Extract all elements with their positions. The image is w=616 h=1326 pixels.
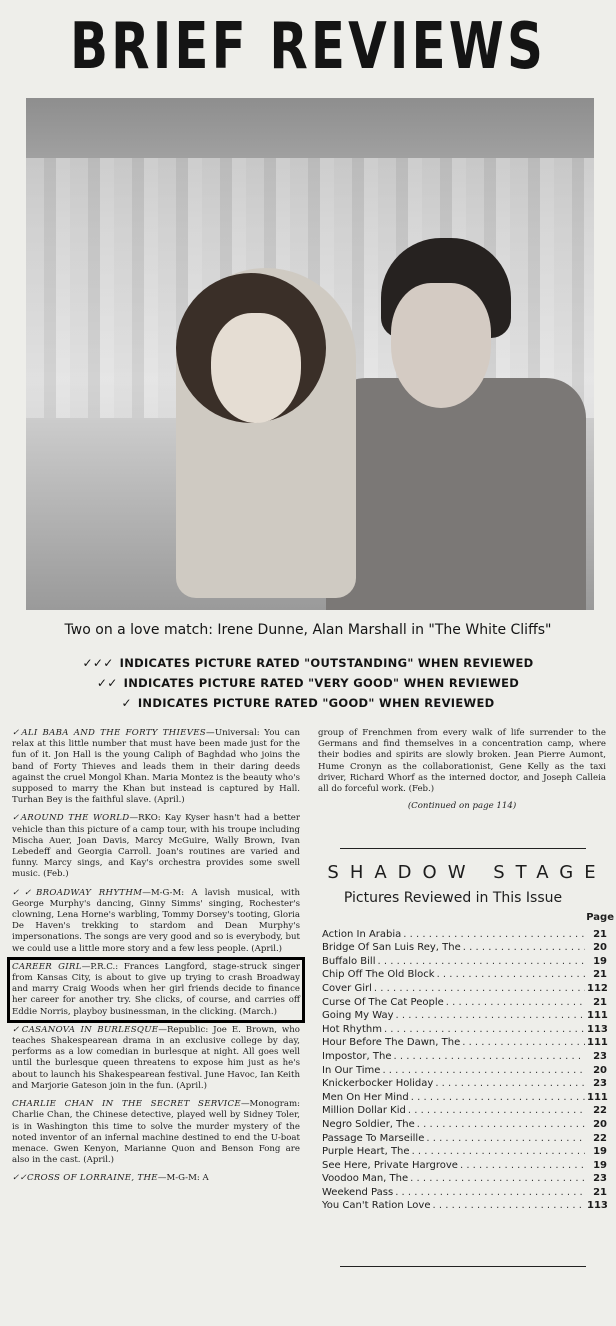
index-entry-title: Weekend Pass [322,1186,394,1198]
legend-very-good: ✓✓ INDICATES PICTURE RATED "VERY GOOD" WHEN REVIEWED [96,676,520,690]
index-entry-page: 113 [587,1200,608,1212]
leader-dots [412,1146,585,1158]
index-entry [322,1104,607,1118]
index-entry-title: Cover Girl [322,982,372,994]
index-entry-title: Going My Way [322,1010,394,1022]
index-entry [322,927,607,941]
index-entry [322,968,607,982]
page-column-header: Page [586,912,614,923]
leader-dots [433,1200,586,1212]
review-cross-of-lorraine [12,1173,300,1184]
index-entry-page: 19 [593,955,607,967]
index-entry-page: 20 [593,942,607,954]
index-entry-page: 20 [593,1118,607,1130]
index-entry-title: Buffalo Bill [322,955,376,967]
index-entry [322,1063,607,1077]
index-entry-page: 23 [593,1173,607,1185]
review-around-the-world [12,813,300,880]
index-entry [322,1117,607,1131]
legend-good: ✓ INDICATES PICTURE RATED "GOOD" WHEN REVIEWED [121,696,495,710]
review-charlie-chan [12,1099,300,1166]
review-title: ✓✓BROADWAY RHYTHM [12,887,143,898]
review-title: CHARLIE CHAN IN THE SECRET SERVICE [12,1099,241,1110]
index-entry-page: 23 [593,1050,607,1062]
reviews-column [12,728,300,1192]
index-entry-title: Impostor, The [322,1050,392,1062]
review-body: —Monogram: Charlie Chan, the Chinese detective, played well by Sidney Toler, is in Washington this time to solve the murder mystery of the noted inventor of an infernal machine destined to end the U-boat menace. Gwen Kenyon, Marianne Quon and Benson Fong are also in the cast. (April.) [12,1099,300,1166]
review-ali-baba [12,728,300,806]
pictures-index [322,927,607,1212]
index-entry-title: Bridge Of San Luis Rey, The [322,942,461,954]
review-casanova-in-burlesque [12,1025,300,1092]
review-broadway-rhythm [12,888,300,955]
index-entry-title: In Our Time [322,1064,381,1076]
divider [340,1266,586,1267]
leader-dots [411,1092,585,1104]
index-entry-title: Chip Off The Old Block [322,969,435,981]
review-body: —M-G-M: A [157,1173,209,1184]
rating-legend [0,656,616,716]
continuation-column [318,728,606,812]
index-entry-title: Men On Her Mind [322,1091,409,1103]
index-entry-page: 19 [593,1159,607,1171]
index-entry-title: Passage To Marseille [322,1132,425,1144]
leader-dots [437,969,585,981]
review-title: ✓CASANOVA IN BURLESQUE [12,1024,159,1035]
review-title: ✓✓CROSS OF LORRAINE, THE [12,1173,158,1184]
review-body: Universal: You can relax at this little number that must have been made just for the fun of it. Jon Hall is the young Caliph of Baghdad who joins the band of Forty Thieves and leads them in their daring deeds against the cruel Mongol Khan. Maria Montez is the beauty who's supposed to marry the Khan but instead is captured by Hall. Turhan Bey is the faithful slave. (April.) [12,728,301,806]
index-entry [322,1009,607,1023]
leader-dots [396,1010,585,1022]
index-entry-page: 112 [587,982,608,994]
index-entry-page: 19 [593,1146,607,1158]
index-entry [322,1172,607,1186]
index-entry-title: You Can't Ration Love [322,1200,431,1212]
legend-outstanding: ✓✓✓ INDICATES PICTURE RATED "OUTSTANDING" WHEN REVIEWED [82,656,534,670]
index-entry-title: Hot Rhythm [322,1023,382,1035]
index-entry [322,1158,607,1172]
leader-dots [374,983,585,995]
review-body: —M-G-M: A lavish musical, with George Murphy's dancing, Ginny Simms' singing, Rochester's clowning, Lena Horne's warbling, Tommy Dorsey's tooting, Gloria De Haven's trekking to stardom and Dean Murphy's impersonations. The songs are very good and so is everybody, but we could use a little more story and a few less people. (April.) [12,887,301,954]
leader-dots [384,1024,585,1036]
index-entry [322,1077,607,1091]
leader-dots [462,1037,585,1049]
index-entry-title: Hour Before The Dawn, The [322,1037,461,1049]
index-entry-page: 22 [593,1105,607,1117]
index-entry-page: 21 [593,928,607,940]
index-entry-title: Knickerbocker Holiday [322,1078,434,1090]
index-entry-page: 23 [593,1078,607,1090]
index-entry [322,1185,607,1199]
film-still-photo [26,98,594,610]
index-entry [322,1199,607,1213]
check-icon: ✓ [121,696,132,710]
leader-dots [393,1051,585,1063]
index-entry-page: 113 [587,1023,608,1035]
index-entry [322,1049,607,1063]
divider [340,848,586,849]
review-title: ✓AROUND THE WORLD [12,813,130,824]
index-entry-page: 21 [593,969,607,981]
index-entry [322,981,607,995]
index-entry-page: 111 [587,1010,608,1022]
index-entry-title: Action In Arabia [322,928,402,940]
index-entry [322,1036,607,1050]
index-entry [322,1090,607,1104]
index-entry [322,1131,607,1145]
index-entry-title: Million Dollar Kid [322,1105,406,1117]
shadow-stage-subtitle: Pictures Reviewed in This Issue [343,890,563,906]
review-body: —Republic: Joe E. Brown, who teaches Shakespearean drama in an exclusive college by day, performs as a low comedian in burlesque at night. All goes well until the burlesque queen threatens to expose him just as he's about to launch his Shakespearean festival. June Havoc, Ian Keith and Marjorie Gateson join in the fun. (April.) [12,1024,300,1091]
index-entry [322,954,607,968]
index-entry-title: Curse Of The Cat People [322,996,444,1008]
leader-dots [395,1187,585,1199]
leader-dots [463,942,585,954]
continued-note: (Continued on page 114) [407,801,517,812]
leader-dots [460,1160,585,1172]
index-entry-page: 111 [587,1091,608,1103]
index-entry-page: 22 [593,1132,607,1144]
index-entry [322,1145,607,1159]
index-entry [322,995,607,1009]
index-entry-page: 111 [587,1037,608,1049]
index-entry-title: Voodoo Man, The [322,1173,409,1185]
shadow-stage-title: SHADOW STAGE [327,862,607,883]
index-entry-title: Negro Soldier, The [322,1118,415,1130]
leader-dots [378,956,586,968]
review-body: —P.R.C.: Frances Langford, stage-struck singer from Kansas City, is about to give up trying to crash Broadway and marry Craig Woods when her girl friends decide to finance her career for another try. She clicks, of course, and carries off Eddie Norris, playboy businessman, in the clicking. (March.) [12,961,300,1017]
leader-dots [426,1133,585,1145]
index-entry-title: See Here, Private Hargrove [322,1159,458,1171]
review-career-girl-highlighted[interactable] [12,962,300,1018]
index-entry-page: 20 [593,1064,607,1076]
index-entry-title: Purple Heart, The [322,1146,410,1158]
leader-dots [408,1105,585,1117]
review-title: ✓ALI BABA AND THE FORTY THIEVES— [12,728,215,738]
index-entry-page: 21 [593,1186,607,1198]
page-title: BRIEF REVIEWS [69,10,547,84]
check-icon: ✓✓✓ [82,656,114,670]
index-entry-page: 21 [593,996,607,1008]
index-entry [322,1022,607,1036]
review-title: CAREER GIRL [12,961,82,972]
leader-dots [403,929,585,941]
check-icon: ✓✓ [96,676,118,690]
leader-dots [435,1078,585,1090]
leader-dots [410,1173,585,1185]
leader-dots [382,1065,585,1077]
photo-caption: Two on a love match: Irene Dunne, Alan Marshall in "The White Cliffs" [64,622,552,638]
index-entry [322,941,607,955]
leader-dots [446,997,585,1009]
leader-dots [417,1119,585,1131]
continuation-text: group of Frenchmen from every walk of life surrender to the Germans and find themselves in a concentration camp, where their bodies and spirits are slowly broken. Jean Pierre Aumont, Hume Cronyn as the collaborationist, Gene Kelly as the taxi driver, Richard Whorf as the interned doctor, and Joseph Calleia all do forceful work. (Feb.) [318,728,606,795]
review-body: —RKO: Kay Kyser hasn't had a better vehicle than this picture of a camp tour, with his troupe including Mischa Auer, Joan Davis, Marcy McGuire, Wally Brown, Ivan Lebedeff and Georgia Carroll. Joan's routines are varied and funny. Marcy sings, and Kay's orchestra provides some swell music. (Feb.) [12,813,300,880]
